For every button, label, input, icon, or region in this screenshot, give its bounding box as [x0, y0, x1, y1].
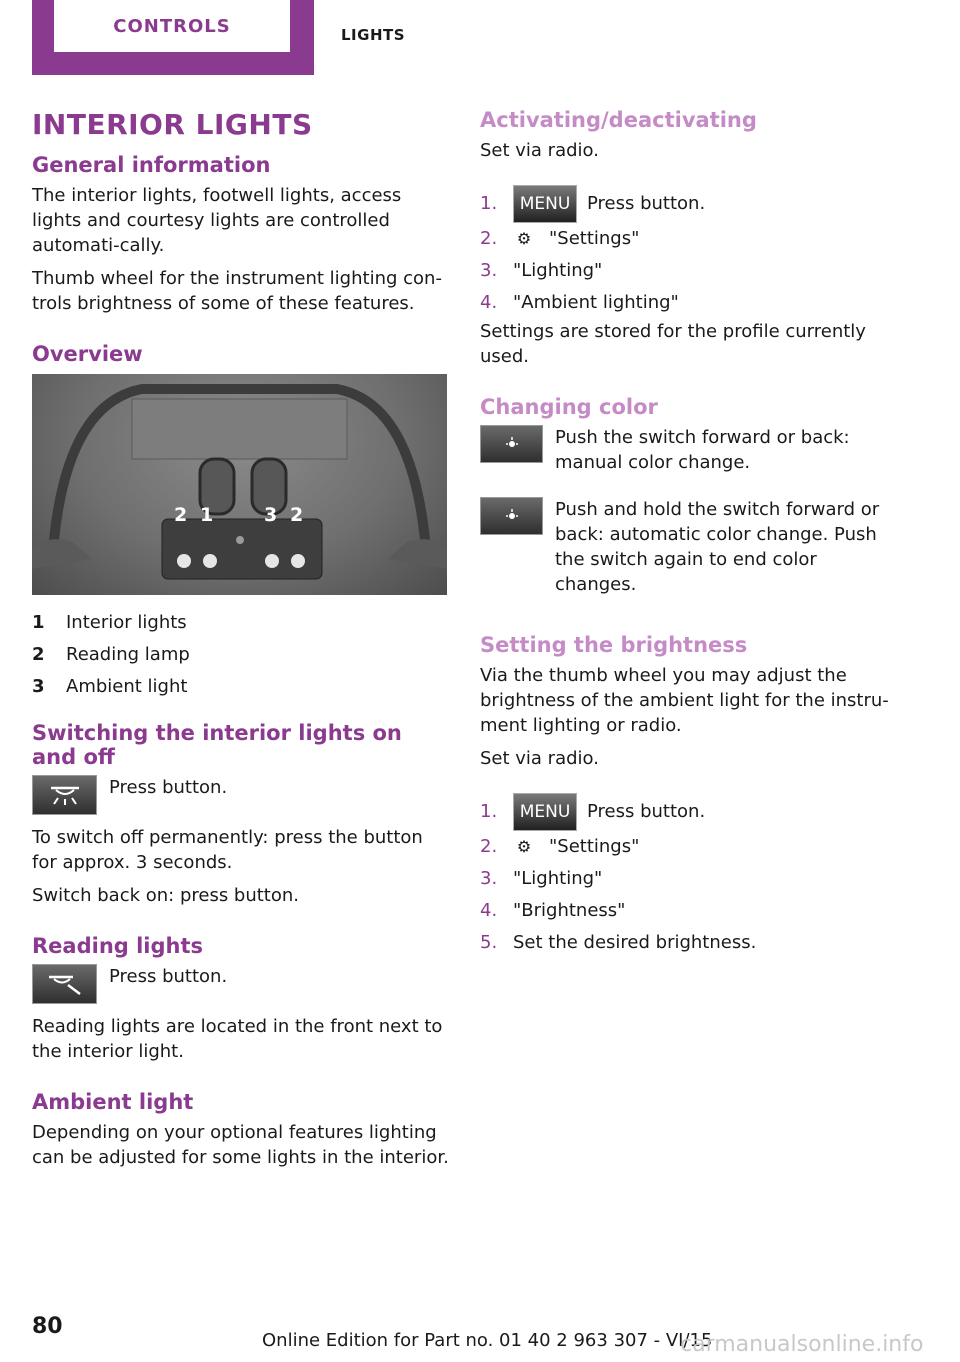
watermark: carmanualsonline.info	[680, 1332, 924, 1357]
ambient-switch-icon	[480, 425, 543, 463]
step-number: 5.	[480, 932, 498, 953]
changing-heading: Changing color	[480, 395, 658, 419]
gear-icon: ⚙	[516, 229, 532, 248]
chapter-tab-label: CONTROLS	[113, 15, 231, 37]
step-number: 1.	[480, 801, 498, 822]
callout-2-left: 2	[174, 504, 188, 526]
page-number: 80	[32, 1314, 63, 1339]
general-heading: General information	[32, 153, 271, 177]
left-column	[32, 108, 450, 1178]
legend-number: 3	[32, 676, 45, 697]
color-switch-block-1	[480, 425, 890, 483]
switching-press-text: Press button.	[109, 777, 228, 798]
step-text: Press button.	[587, 801, 706, 822]
online-edition-note: Online Edition for Part no. 01 40 2 963 307 - VI/15	[262, 1330, 713, 1351]
step-text: Set the desired brightness.	[513, 932, 757, 953]
overhead-console-illustration	[32, 374, 447, 595]
menu-button-icon: MENU	[513, 185, 577, 223]
list-item	[480, 287, 890, 319]
legend-item	[32, 639, 450, 671]
reading-paragraph-1: Reading lights are located in the front next to the interior light.	[32, 1016, 443, 1062]
step-text: Press button.	[587, 193, 706, 214]
list-item	[480, 223, 890, 255]
reading-press-text: Press button.	[109, 966, 228, 987]
step-number: 3.	[480, 260, 498, 281]
list-item	[480, 185, 890, 223]
step-text: "Ambient lighting"	[513, 292, 679, 313]
activating-intro: Set via radio.	[480, 140, 599, 161]
legend-text: Reading lamp	[66, 644, 190, 665]
legend-item	[32, 607, 450, 639]
legend-item	[32, 671, 450, 703]
step-text: "Settings"	[549, 836, 640, 857]
brightness-paragraph-1: Via the thumb wheel you may adjust the brightness of the ambient light for the instru-ment lighting or radio.	[480, 665, 889, 736]
list-item	[480, 831, 890, 863]
interior-light-button-block	[32, 775, 450, 815]
menu-button-icon: MENU	[513, 793, 577, 831]
callout-1: 1	[200, 504, 214, 526]
switching-paragraph-1: To switch off permanently: press the button for approx. 3 seconds.	[32, 827, 423, 873]
changing-paragraph-2: Push and hold the switch forward or back: automatic color change. Push the switch again to end color changes.	[555, 499, 880, 595]
callout-3: 3	[264, 504, 278, 526]
chapter-tab-inner	[54, 0, 290, 52]
list-item	[480, 793, 890, 831]
step-number: 2.	[480, 228, 498, 249]
interior-light-button-icon	[32, 775, 97, 815]
overview-heading: Overview	[32, 342, 143, 366]
gear-icon: ⚙	[516, 837, 532, 856]
overview-legend	[32, 607, 450, 703]
page-title: INTERIOR LIGHTS	[32, 108, 313, 141]
step-number: 4.	[480, 292, 498, 313]
activating-heading: Activating/deactivating	[480, 108, 757, 132]
legend-text: Interior lights	[66, 612, 187, 633]
step-text: "Settings"	[549, 228, 640, 249]
brightness-intro: Set via radio.	[480, 748, 599, 769]
reading-light-button-block	[32, 964, 450, 1004]
ambient-paragraph-1: Depending on your optional features lighting can be adjusted for some lights in the interior.	[32, 1122, 449, 1168]
legend-number: 2	[32, 644, 45, 665]
switching-heading: Switching the interior lights on and off	[32, 721, 402, 769]
step-text: "Lighting"	[513, 868, 603, 889]
list-item	[480, 895, 890, 927]
changing-paragraph-1: Push the switch forward or back: manual color change.	[555, 427, 850, 473]
step-number: 2.	[480, 836, 498, 857]
switching-paragraph-2: Switch back on: press button.	[32, 885, 300, 906]
reading-light-button-icon	[32, 964, 97, 1004]
list-item	[480, 927, 890, 959]
legend-text: Ambient light	[66, 676, 188, 697]
step-text: "Lighting"	[513, 260, 603, 281]
reading-heading: Reading lights	[32, 934, 204, 958]
step-text: "Brightness"	[513, 900, 626, 921]
list-item	[480, 255, 890, 287]
step-number: 4.	[480, 900, 498, 921]
ambient-heading: Ambient light	[32, 1090, 194, 1114]
brightness-heading: Setting the brightness	[480, 633, 748, 657]
section-label: LIGHTS	[341, 26, 406, 44]
chapter-tab	[32, 0, 314, 75]
callout-2-right: 2	[290, 504, 304, 526]
color-switch-block-2	[480, 497, 890, 605]
list-item	[480, 863, 890, 895]
overview-photo	[32, 374, 447, 595]
step-number: 3.	[480, 868, 498, 889]
ambient-switch-icon	[480, 497, 543, 535]
right-column	[480, 108, 890, 959]
legend-number: 1	[32, 612, 45, 633]
general-paragraph-1: The interior lights, footwell lights, access lights and courtesy lights are controlled automati-cally.	[32, 185, 402, 256]
general-paragraph-2: Thumb wheel for the instrument lighting con-trols brightness of some of these features.	[32, 268, 442, 314]
stored-note: Settings are stored for the profile currently used.	[480, 321, 866, 367]
step-number: 1.	[480, 193, 498, 214]
